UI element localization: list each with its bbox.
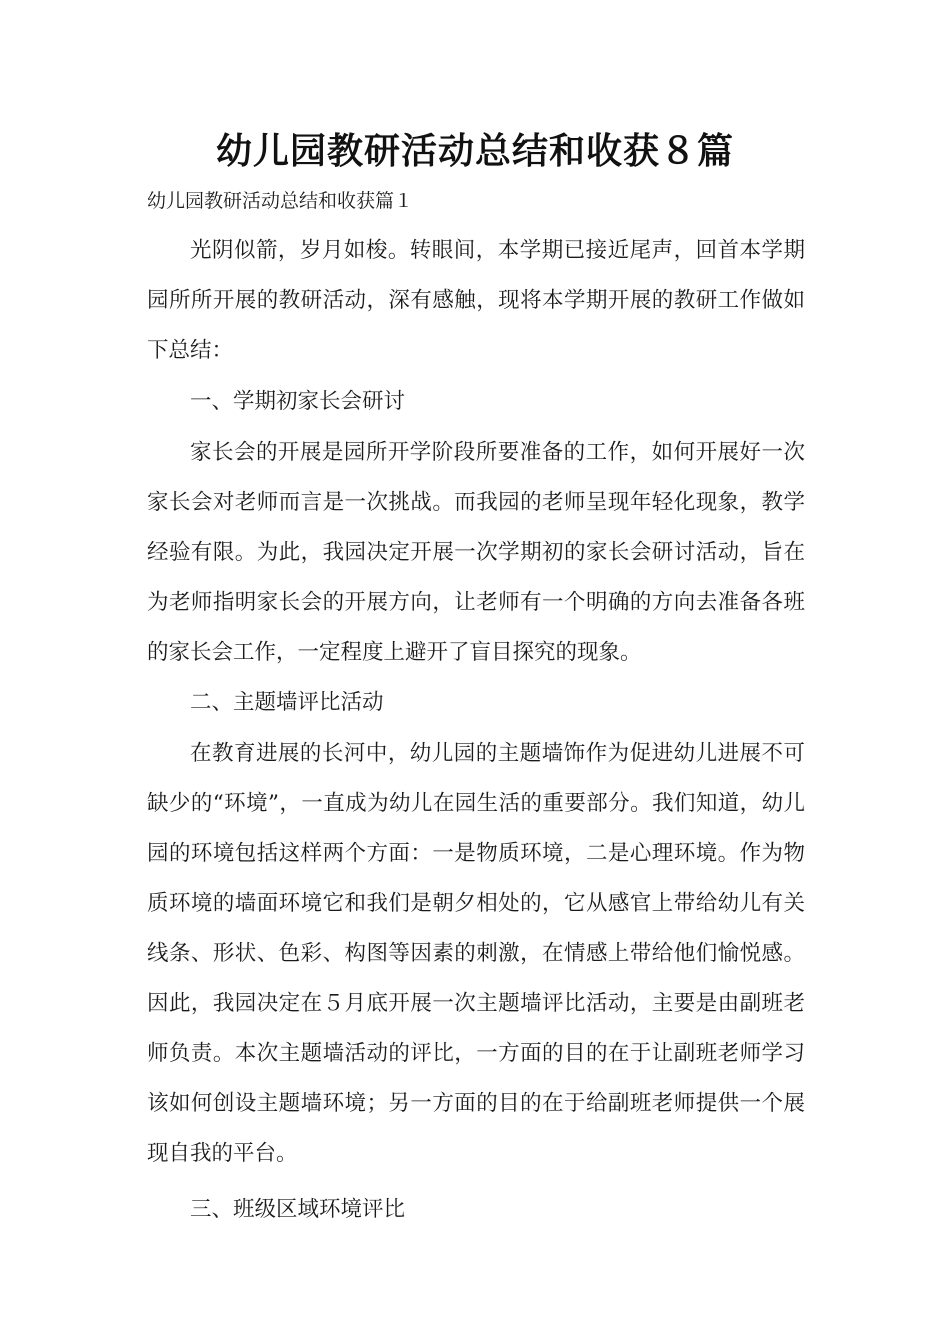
document-body	[147, 226, 805, 1235]
section-paragraph-2: 在教育进展的长河中，幼儿园的主题墙饰作为促进幼儿进展不可缺少的“环境”，一直成为幼儿在园生活的重要部分。我们知道，幼儿园的环境包括这样两个方面：一是物质环境，二是心理环境。作为物质环境的墙面环境它和我们是朝夕相处的，它从感官上带给幼儿有关线条、形状、色彩、构图等因素的刺激，在情感上带给他们愉悦感。因此，我园决定在５月底开展一次主题墙评比活动，主要是由副班老师负责。本次主题墙活动的评比，一方面的目的在于让副班老师学习该如何创设主题墙环境；另一方面的目的在于给副班老师提供一个展现自我的平台。	[147, 741, 805, 1166]
section-heading-3: 三、班级区域环境评比	[190, 1197, 406, 1222]
section-paragraph-1: 家长会的开展是园所开学阶段所要准备的工作，如何开展好一次家长会对老师而言是一次挑战。而我园的老师呈现年轻化现象，教学经验有限。为此，我园决定开展一次学期初的家长会研讨活动，旨在为老师指明家长会的开展方向，让老师有一个明确的方向去准备各班的家长会工作，一定程度上避开了盲目探究的现象。	[147, 440, 805, 665]
intro-paragraph: 光阴似箭，岁月如梭。转眼间，本学期已接近尾声，回首本学期园所所开展的教研活动，深有感触，现将本学期开展的教研工作做如下总结：	[147, 238, 805, 363]
section-heading-2: 二、主题墙评比活动	[190, 690, 384, 715]
section-heading-1: 一、学期初家长会研讨	[190, 389, 406, 414]
document-subtitle: 幼儿园教研活动总结和收获篇１	[147, 190, 414, 212]
document-title: 幼儿园教研活动总结和收获８篇	[215, 131, 734, 172]
